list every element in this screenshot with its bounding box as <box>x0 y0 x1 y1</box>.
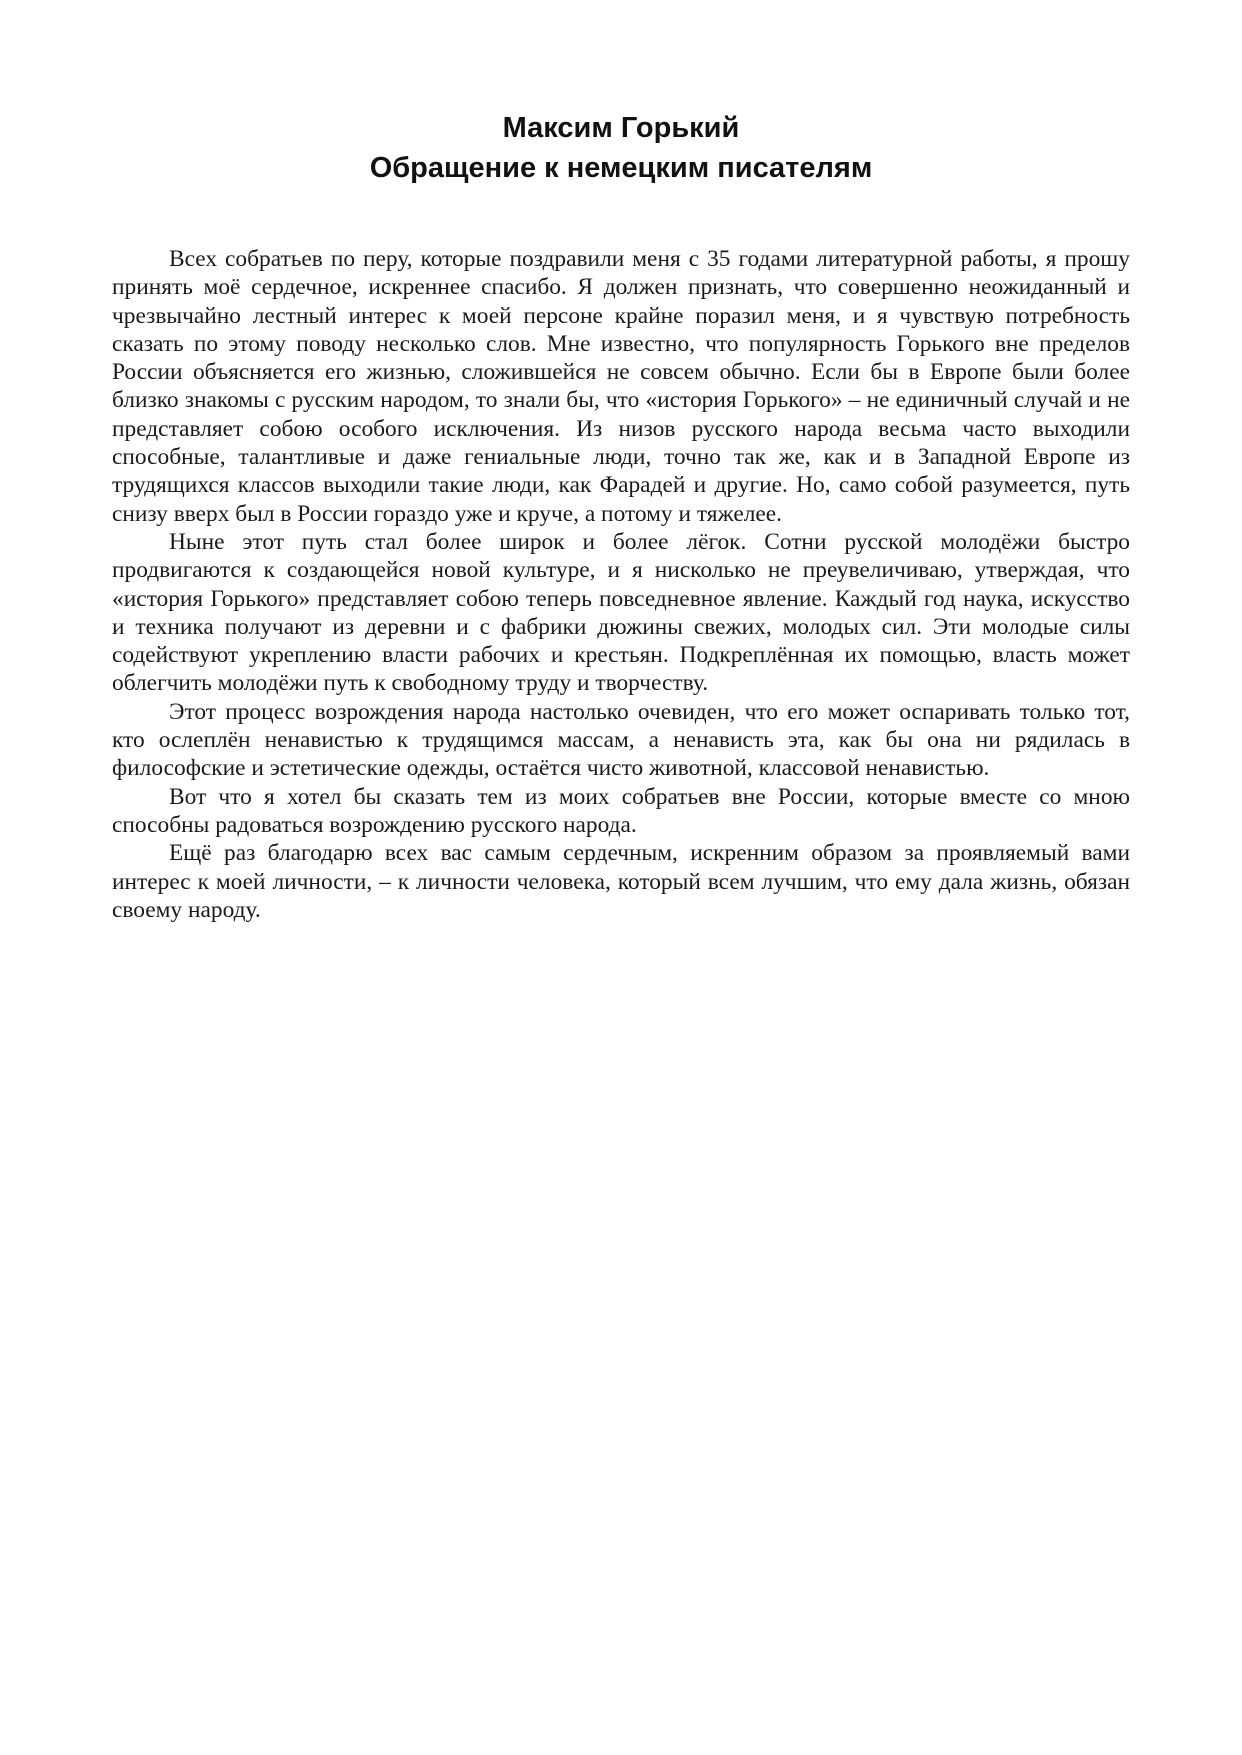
author-heading: Максим Горький <box>502 112 740 144</box>
paragraph-1: Всех собратьев по перу, которые поздравили меня с 35 годами литературной работы, я прошу принять моё сердечное, искреннее спасибо. Я должен признать, что совершенно неожиданный и чрезвычайно лестный интерес к моей персоне крайне поразил меня, и я чувствую потребность сказать по этому поводу несколько слов. Мне известно, что популярность Горького вне пределов России объясняется его жизнью, сложившейся не совсем обычно. Если бы в Европе были более близко знакомы с русским народом, то знали бы, что «история Горького» – не единичный случай и не представляет собою особого исключения. Из низов русского народа весьма часто выходили способные, талантливые и даже гениальные люди, точно так же, как и в Западной Европе из трудящихся классов выходили такие люди, как Фарадей и другие. Но, само собой разумеется, путь снизу вверх был в России гораздо уже и круче, а потому и тяжелее. <box>112 246 1130 527</box>
document-title: Обращение к немецким писателям <box>369 152 873 184</box>
paragraph-5: Ещё раз благодарю всех вас самым сердечным, искренним образом за проявляемый вами интерес к моей личности, – к личности человека, который всем лучшим, что ему дала жизнь, обязан своему народу. <box>112 840 1130 923</box>
title-block <box>110 108 1132 188</box>
paragraph-2: Ныне этот путь стал более широк и более лёгок. Сотни русской молодёжи быстро продвигаются к создающейся новой культуре, и я нисколько не преувеличиваю, утверждая, что «история Горького» представляет собою теперь повседневное явление. Каждый год наука, искусство и техника получают из деревни и с фабрики дюжины свежих, молодых сил. Эти молодые силы содействуют укреплению власти рабочих и крестьян. Подкреплённая их помощью, власть может облегчить молодёжи путь к свободному труду и творчеству. <box>112 528 1130 697</box>
paragraph-4: Вот что я хотел бы сказать тем из моих собратьев вне России, которые вместе со мною способны радоваться возрождению русского народа. <box>112 783 1130 838</box>
paragraph-3: Этот процесс возрождения народа настолько очевиден, что его может оспаривать только тот, кто ослеплён ненавистью к трудящимся массам, а ненависть эта, как бы она ни рядилась в философские и эстетические одежды, остаётся чисто животной, классовой ненавистью. <box>112 698 1130 782</box>
body-text <box>112 245 1130 924</box>
